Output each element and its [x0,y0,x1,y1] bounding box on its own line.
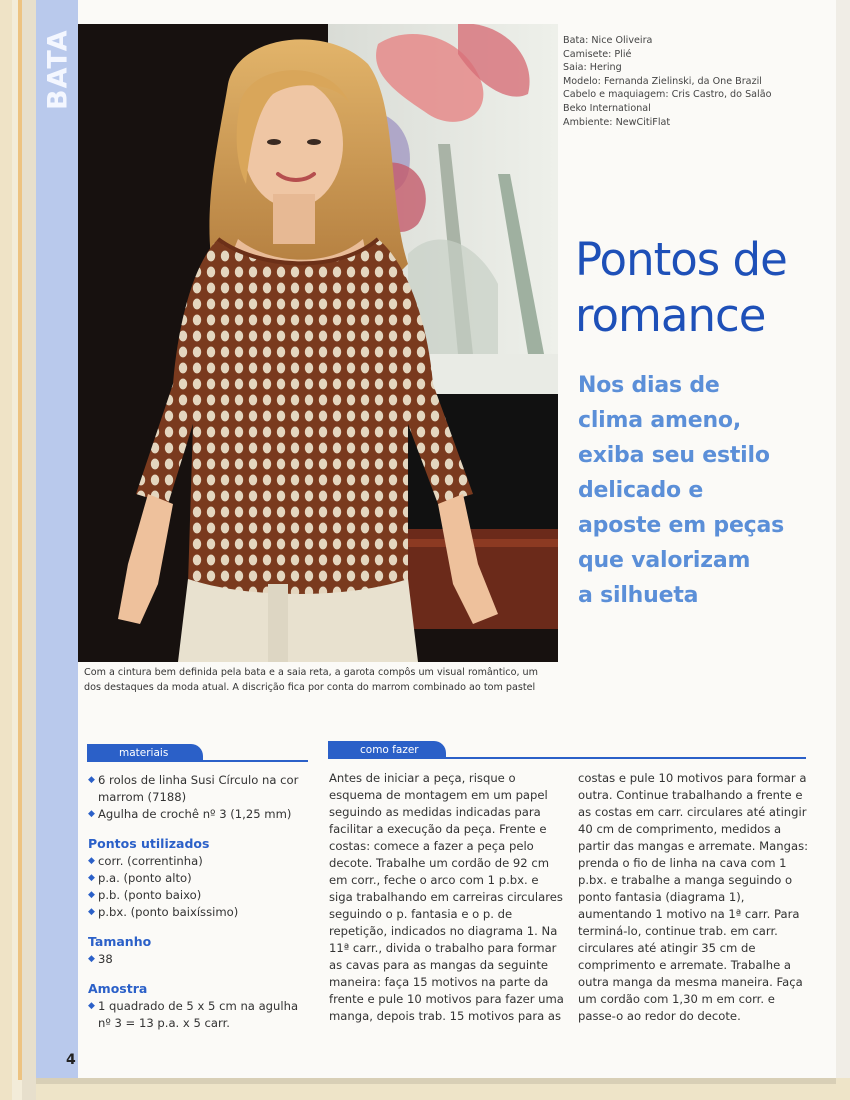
headline-line: romance [575,289,766,342]
subhead-line: a silhueta [578,583,699,608]
credit-line: Saia: Hering [563,62,622,74]
materials-header-label: materiais [87,744,203,762]
section-label: BATA [42,29,74,111]
credit-line: Camisete: Plié [563,48,632,60]
subhead-line: exiba seu estilo [578,443,770,468]
text-line: ponto fantasia (diagrama 1), [578,890,745,904]
page-number: 4 [66,1052,76,1068]
caption-line: dos destaques da moda atual. A discrição fica por conta do marrom combinado ao tom pastel [84,682,536,693]
text-line: costas e pule 10 motivos para formar a [578,771,807,785]
list-item: ◆ corr. (correntinha) [88,854,203,868]
text-line: seguindo o p. fantasia e o p. de [329,907,513,921]
list-item: ◆ 6 rolos de linha Susi Círculo na cor [88,773,299,787]
scan-edge-right [836,0,850,1100]
credit-line: Ambiente: NewCitiFlat [563,116,671,128]
text-line: passe-o ao redor do decote. [578,1009,741,1023]
text-line: costas: comece a fazer a peça pelo [329,839,534,853]
subhead-line: clima ameno, [578,408,741,433]
headline-line: Pontos de [575,233,787,286]
text-line: 11ª carr., divida o trabalho para formar [329,941,557,955]
bullet-icon: ◆ [88,1001,95,1011]
list-item: ◆ p.a. (ponto alto) [88,871,192,885]
text-line: esquema de montagem em um papel [329,788,548,802]
text-line: aumentando 1 motivo na 1ª carr. Para [578,907,800,921]
text-line: p.bx. e trabalhe a manga seguindo o [578,873,793,887]
credit-line: Bata: Nice Oliveira [563,35,653,46]
text-line: maneira: faça 15 motivos na parte da [329,975,549,989]
instructions-header-label: como fazer [328,741,446,759]
list-item-continuation: marrom (7188) [98,790,187,804]
text-line: comprimento e arremate. Trabalhe a [578,958,791,972]
bullet-icon: ◆ [88,775,95,785]
text-line: as costas em carr. circulares até atingir [578,805,807,819]
text-line: facilitar a execução da peça. Frente e [329,822,547,836]
text-line: partir das mangas e arremate. Mangas: [578,839,809,853]
model-photo [78,24,558,662]
text-line: um cordão com 1,30 m em corr. e [578,992,775,1006]
article-subhead [578,368,838,613]
text-line: siga trabalhando em carreiras circulares [329,890,563,904]
bullet-icon: ◆ [88,856,95,866]
materials-header [87,744,308,762]
photo-credits [563,34,833,129]
article-headline [575,232,835,344]
photo-caption [84,665,554,695]
list-item: ◆ 38 [88,952,113,966]
bullet-icon: ◆ [88,873,95,883]
bullet-icon: ◆ [88,809,95,819]
text-line: Antes de iniciar a peça, risque o [329,771,516,785]
list-item: ◆ p.b. (ponto baixo) [88,888,202,902]
section-side-band [36,0,78,1080]
bullet-icon: ◆ [88,954,95,964]
size-title: Tamanho [88,934,152,949]
subhead-line: que valorizam [578,548,751,573]
text-line: repetição, indicados no diagrama 1. Na [329,924,558,938]
stitches-title: Pontos utilizados [88,836,210,851]
text-line: as cavas para as mangas da seguinte [329,958,549,972]
list-item: ◆ 1 quadrado de 5 x 5 cm na agulha [88,999,299,1013]
text-line: terminá-lo, continue trab. em carr. [578,924,778,938]
text-line: em corr., feche o arco com 1 p.bx. e [329,873,539,887]
materials-list [88,772,318,1032]
credit-line: Modelo: Fernanda Zielinski, da One Brazil [563,75,762,87]
sample-title: Amostra [88,981,148,996]
text-line: circulares até atingir 35 cm de [578,941,756,955]
caption-line: Com a cintura bem definida pela bata e a saia reta, a garota compôs um visual romântico, um [84,667,538,678]
list-item: ◆ Agulha de crochê nº 3 (1,25 mm) [88,807,292,821]
text-line: prenda o fio de linha na cava com 1 [578,856,787,870]
text-line: outra manga da mesma maneira. Faça [578,975,803,989]
text-line: decote. Trabalhe um cordão de 92 cm [329,856,549,870]
text-line: manga, depois trab. 15 motivos para as [329,1009,562,1023]
credit-line: Beko International [563,102,651,114]
text-line: seguindo as medidas indicadas para [329,805,541,819]
subhead-line: Nos dias de [578,373,720,398]
instructions-header [328,741,806,759]
text-line: frente e pule 10 motivos para fazer uma [329,992,564,1006]
bullet-icon: ◆ [88,907,95,917]
credit-line: Cabelo e maquiagem: Cris Castro, do Salão [563,89,772,101]
bullet-icon: ◆ [88,890,95,900]
scan-edge-bottom [36,1078,850,1100]
text-line: 40 cm de comprimento, medidos a [578,822,782,836]
text-line: outra. Continue trabalhando a frente e [578,788,803,802]
scan-edge-left [0,0,36,1100]
subhead-line: delicado e [578,478,704,503]
instructions-column-2 [578,770,818,1025]
instructions-column-1 [329,770,569,1025]
subhead-line: aposte em peças [578,513,785,538]
list-item: ◆ p.bx. (ponto baixíssimo) [88,905,239,919]
list-item-continuation: nº 3 = 13 p.a. x 5 carr. [98,1016,230,1030]
